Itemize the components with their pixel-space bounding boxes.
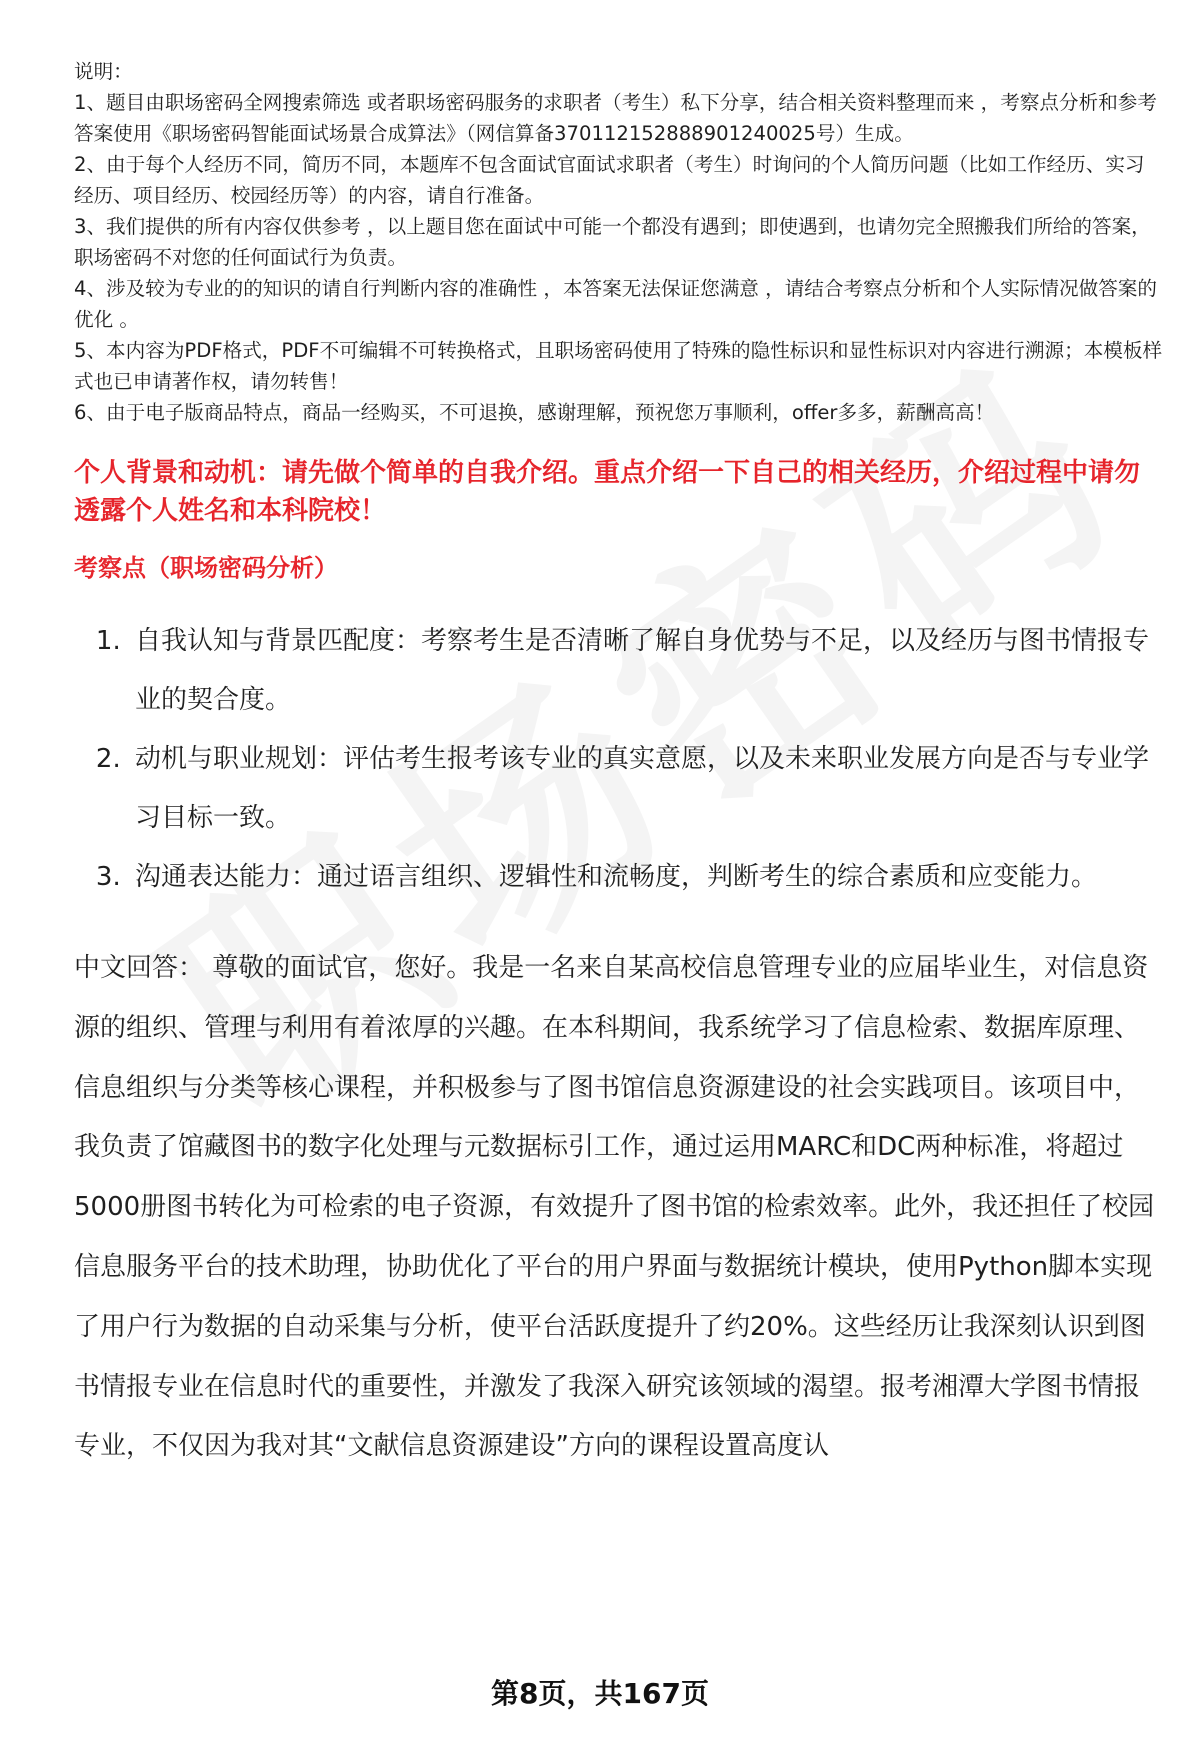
analysis-title: 考察点（职场密码分析） [74, 554, 338, 582]
note-item: 1、题目由职场密码全网搜索筛选 或者职场密码服务的求职者（考生）私下分享，结合相关资料整理而来 ，考察点分析和参考答案使用《职场密码智能面试场景合成算法》（网信算备370112152888901240025号）生成。 [74, 91, 1157, 145]
question-title: 个人背景和动机：请先做个简单的自我介绍。重点介绍一下自己的相关经历，介绍过程中请勿透露个人姓名和本科院校！ [74, 458, 1141, 526]
note-item: 5、本内容为PDF格式，PDF不可编辑不可转换格式，且职场密码使用了特殊的隐性标识和显性标识对内容进行溯源；本模板样式也已申请著作权，请勿转售！ [74, 339, 1163, 393]
answer-text: 中文回答： 尊敬的面试官，您好。我是一名来自某高校信息管理专业的应届毕业生，对信息资源的组织、管理与利用有着浓厚的兴趣。在本科期间，我系统学习了信息检索、数据库原理、信息组织与分类等核心课程，并积极参与了图书馆信息资源建设的社会实践项目。该项目中，我负责了馆藏图书的数字化处理与元数据标引工作，通过运用MARC和DC两种标准，将超过5000册图书转化为可检索的电子资源，有效提升了图书馆的检索效率。此外，我还担任了校园信息服务平台的技术助理，协助优化了平台的用户界面与数据统计模块，使用Python脚本实现了用户行为数据的自动采集与分析，使平台活跃度提升了约20%。这些经历让我深刻认识到图书情报专业在信息时代的重要性，并激发了我深入研究该领域的渴望。报考湘潭大学图书情报专业，不仅因为我对其“文献信息资源建设”方向的课程设置高度认 [74, 953, 1155, 1462]
analysis-point: 3. 沟通表达能力：通过语言组织、逻辑性和流畅度，判断考生的综合素质和应变能力。 [129, 848, 1164, 907]
page-number: 第8页，共167页 [491, 1677, 709, 1710]
analysis-point: 1. 自我认知与背景匹配度：考察考生是否清晰了解自身优势与不足，以及经历与图书情报专业的契合度。 [129, 612, 1164, 730]
analysis-points [74, 612, 1164, 907]
note-item: 6、由于电子版商品特点，商品一经购买，不可退换，感谢理解，预祝您万事顺利，offer多多，薪酬高高！ [74, 401, 995, 424]
notes-block [74, 56, 1164, 428]
document-page [74, 56, 1164, 1477]
notes-heading: 说明： [74, 60, 133, 83]
note-item: 3、我们提供的所有内容仅供参考 ，以上题目您在面试中可能一个都没有遇到；即使遇到，也请勿完全照搬我们所给的答案，职场密码不对您的任何面试行为负责。 [74, 215, 1151, 269]
analysis-point: 2. 动机与职业规划：评估考生报考该专业的真实意愿，以及未来职业发展方向是否与专业学习目标一致。 [129, 730, 1164, 848]
note-item: 4、涉及较为专业的的知识的请自行判断内容的准确性 ，本答案无法保证您满意 ，请结合考察点分析和个人实际情况做答案的优化 。 [74, 277, 1157, 331]
note-item: 2、由于每个人经历不同，简历不同，本题库不包含面试官面试求职者（考生）时询问的个人简历问题（比如工作经历、实习经历、项目经历、校园经历等）的内容，请自行准备。 [74, 153, 1145, 207]
